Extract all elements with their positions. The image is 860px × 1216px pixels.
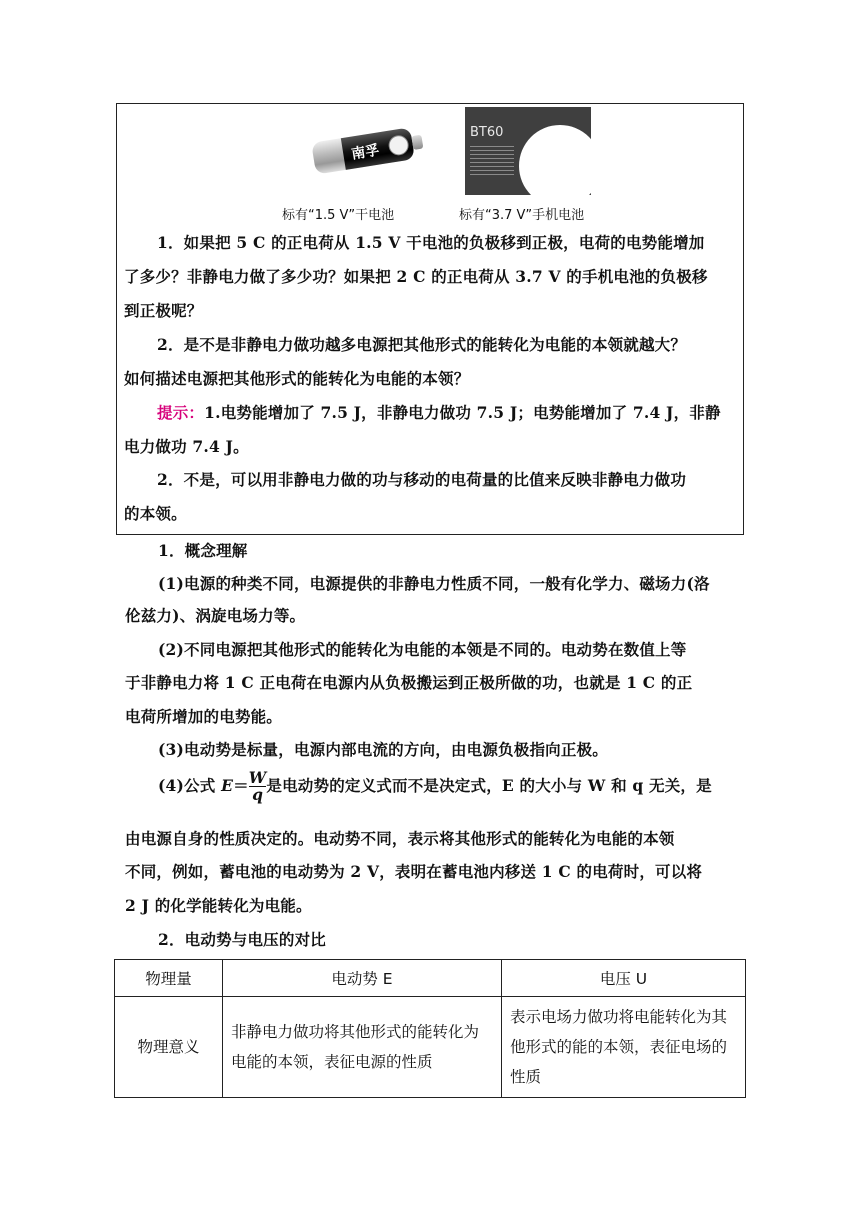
para-2-line-1: (2)不同电源把其他形式的能转化为电能的本领是不同的。电动势在数值上等 (158, 640, 687, 659)
table-row (115, 997, 746, 1098)
header-emf: 电动势 E (223, 960, 502, 997)
question-1-line-2: 了多少？非静电力做了多少功？如果把 2 C 的正电荷从 3.7 V 的手机电池的负极移 (124, 267, 708, 286)
para-4-prefix: (4)公式 (158, 775, 222, 795)
table-header-row (115, 960, 746, 997)
phone-battery-model: BT60 (470, 125, 504, 140)
comparison-table (114, 959, 746, 1098)
phone-battery-image (465, 107, 591, 195)
phone-battery-print-lines (470, 143, 514, 177)
question-1-line-3: 到正极呢？ (124, 301, 203, 320)
header-voltage: 电压 U (502, 960, 746, 997)
formula-equals: ＝ (233, 775, 249, 795)
answer-1-text: 1.电势能增加了 7.5 J，非静电力做功 7.5 J；电势能增加了 7.4 J，非静 (204, 403, 721, 422)
battery-brand-label: 南孚 (350, 142, 381, 163)
para-3: (3)电动势是标量，电源内部电流的方向，由电源负极指向正极。 (158, 740, 608, 759)
question-2-line-1: 2．是不是非静电力做功越多电源把其他形式的能转化为电能的本领就越大？ (157, 335, 687, 354)
question-box (116, 103, 744, 535)
section-2-heading: 2．电动势与电压的对比 (158, 930, 326, 949)
para-4-line-1 (158, 770, 712, 804)
caption-left: 标有“1.5 V”干电池 (282, 208, 395, 223)
para-2-line-2: 于非静电力将 1 C 正电荷在电源内从负极搬运到正极所做的功，也就是 1 C 的正 (125, 673, 693, 692)
para-1-line-1: (1)电源的种类不同，电源提供的非静电力性质不同，一般有化学力、磁场力(洛 (158, 574, 710, 593)
para-4-line-3: 不同，例如，蓄电池的电动势为 2 V，表明在蓄电池内移送 1 C 的电荷时，可以将 (125, 862, 703, 881)
cell-emf-meaning: 非静电力做功将其他形式的能转化为电能的本领，表征电源的性质 (223, 997, 502, 1098)
answer-2-line-1: 2．不是，可以用非静电力做的功与移动的电荷量的比值来反映非静电力做功 (157, 470, 687, 489)
answer-1-line-1 (157, 401, 721, 423)
para-2-line-3: 电荷所增加的电势能。 (125, 707, 283, 726)
para-4-rest: 是电动势的定义式而不是决定式，E 的大小与 W 和 q 无关，是 (266, 775, 712, 795)
para-4-line-2: 由电源自身的性质决定的。电动势不同，表示将其他形式的能转化为电能的本领 (125, 829, 675, 848)
para-1-line-2: 伦兹力)、涡旋电场力等。 (125, 606, 306, 625)
answer-1-line-2: 电力做功 7.4 J。 (124, 437, 249, 456)
formula-emf-symbol: E (221, 775, 234, 795)
question-2-line-2: 如何描述电源把其他形式的能转化为电能的本领？ (124, 369, 470, 388)
phone-battery-cutout (519, 125, 591, 195)
para-4-line-4: 2 J 的化学能转化为电能。 (125, 896, 312, 915)
cell-voltage-meaning: 表示电场力做功将电能转化为其他形式的能的本领，表征电场的性质 (502, 997, 746, 1098)
question-1-line-1: 1．如果把 5 C 的正电荷从 1.5 V 干电池的负极移到正极，电荷的电势能增加 (157, 233, 705, 252)
header-quantity: 物理量 (115, 960, 223, 997)
hint-label: 提示： (157, 403, 205, 422)
formula-denominator: q (252, 785, 264, 805)
row-label-meaning: 物理意义 (115, 997, 223, 1098)
formula-fraction (249, 770, 267, 804)
caption-right: 标有“3.7 V”手机电池 (459, 208, 585, 223)
formula-numerator: W (248, 768, 267, 787)
answer-2-line-2: 的本领。 (124, 504, 187, 523)
aa-battery-image (311, 125, 427, 174)
battery-terminal (411, 135, 423, 150)
section-1-heading: 1．概念理解 (158, 541, 248, 560)
